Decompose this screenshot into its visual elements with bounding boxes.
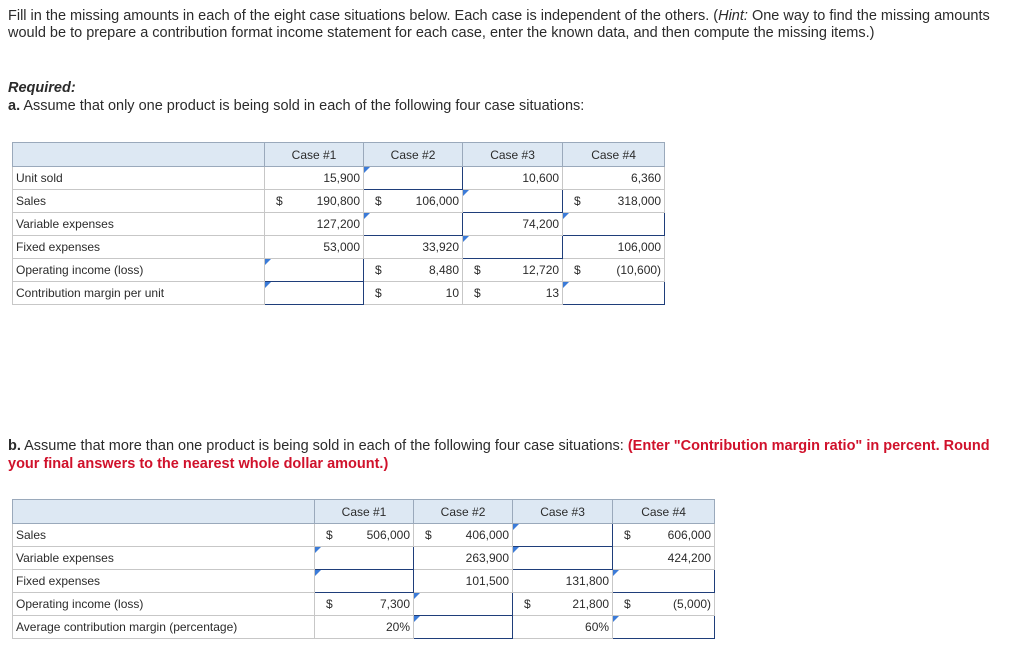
part-b-input-cell[interactable] [513,524,613,547]
part-a-currency-symbol [265,167,287,190]
part-a-value-cell: 15,900 [287,167,364,190]
instructions-text: Fill in the missing amounts in each of the eight case situations below. Each case is independent of the others. ( [8,8,719,24]
part-a-row-label: Contribution margin per unit [13,282,265,305]
part-b-currency-symbol: $ [613,524,635,547]
part-a-header-case-4: Case #4 [563,143,665,167]
part-b-letter: b. [8,438,21,454]
part-a-prompt [8,98,584,114]
part-b-value-cell: 424,200 [635,547,715,570]
part-a-header-row [13,143,665,167]
hint-text: One way to find the missing amounts would be to prepare a contribution format income statement for each case, enter the known data, and then compute the missing items.) [8,8,990,41]
part-a-currency-symbol: $ [364,259,386,282]
part-a-row-label: Operating income (loss) [13,259,265,282]
part-b-row-label: Operating income (loss) [13,593,315,616]
part-a-row-label: Unit sold [13,167,265,190]
part-a-value-cell: 53,000 [287,236,364,259]
part-b-currency-symbol: $ [315,593,337,616]
required-heading: Required: [8,80,76,96]
part-a-value-cell: (10,600) [585,259,665,282]
part-b-header-case-2: Case #2 [414,500,513,524]
part-b-text: Assume that more than one product is being sold in each of the following four case situations: [20,438,628,454]
part-b-header-case-3: Case #3 [513,500,613,524]
part-b-input-cell[interactable] [613,570,715,593]
part-a-currency-symbol [463,213,485,236]
part-b-input-cell[interactable] [414,616,513,639]
part-b-currency-symbol: $ [414,524,436,547]
part-a-value-cell: 127,200 [287,213,364,236]
part-b-value-cell: 131,800 [535,570,613,593]
part-b-input-cell[interactable] [315,547,414,570]
part-b-row-label: Average contribution margin (percentage) [13,616,315,639]
part-b-currency-symbol [613,547,635,570]
part-b-value-cell: (5,000) [635,593,715,616]
hint-label: Hint: [718,8,748,24]
part-a-currency-symbol: $ [563,190,585,213]
part-b-row-label: Variable expenses [13,547,315,570]
part-b-row-label: Fixed expenses [13,570,315,593]
part-a-currency-symbol: $ [364,282,386,305]
part-a-header-corner [13,143,265,167]
part-a-input-cell[interactable] [364,213,463,236]
part-b-instruction: (Enter "Contribution margin ratio" in percent. Round your final answers to the nearest whole dollar amount.) [8,438,990,472]
part-a-row-label: Sales [13,190,265,213]
part-a-row [13,167,665,190]
part-b-currency-symbol: $ [513,593,535,616]
part-b-value-cell: 101,500 [436,570,513,593]
part-a-input-cell[interactable] [563,213,665,236]
part-b-value-cell: 506,000 [337,524,414,547]
part-a-value-cell: 6,360 [585,167,665,190]
part-b-currency-symbol [414,547,436,570]
part-b-row [13,547,715,570]
part-a-value-cell: 106,000 [585,236,665,259]
part-b-value-cell: 263,900 [436,547,513,570]
part-a-input-cell[interactable] [265,282,364,305]
part-b-input-cell[interactable] [414,593,513,616]
part-b-value-cell: 60% [535,616,613,639]
part-b-value-cell: 406,000 [436,524,513,547]
part-a-value-cell: 10,600 [485,167,563,190]
part-a-input-cell[interactable] [563,282,665,305]
part-a-value-cell: 318,000 [585,190,665,213]
part-b-currency-symbol: $ [315,524,337,547]
part-a-value-cell: 10 [386,282,463,305]
part-a-currency-symbol: $ [463,259,485,282]
part-a-row [13,190,665,213]
part-a-input-cell[interactable] [364,167,463,190]
part-b-row [13,524,715,547]
part-a-currency-symbol: $ [364,190,386,213]
part-a-table [12,142,665,305]
part-b-value-cell: 7,300 [337,593,414,616]
part-a-input-cell[interactable] [463,190,563,213]
part-b-input-cell[interactable] [315,570,414,593]
part-b-header-corner [13,500,315,524]
part-a-value-cell: 13 [485,282,563,305]
part-b-currency-symbol [414,570,436,593]
part-b-input-cell[interactable] [513,547,613,570]
part-a-input-cell[interactable] [265,259,364,282]
part-a-header-case-2: Case #2 [364,143,463,167]
part-b-header-case-4: Case #4 [613,500,715,524]
part-a-letter: a. [8,98,21,114]
part-b-prompt [8,437,1008,473]
part-a-row-label: Variable expenses [13,213,265,236]
part-b-value-cell: 606,000 [635,524,715,547]
part-a-input-cell[interactable] [463,236,563,259]
part-a-currency-symbol: $ [463,282,485,305]
part-a-value-cell: 74,200 [485,213,563,236]
part-a-currency-symbol [463,167,485,190]
part-a-currency-symbol [265,213,287,236]
part-a-row [13,259,665,282]
part-a-value-cell: 33,920 [386,236,463,259]
part-b-header-case-1: Case #1 [315,500,414,524]
part-a-value-cell: 12,720 [485,259,563,282]
part-b-row-label: Sales [13,524,315,547]
part-b-header-row [13,500,715,524]
part-a-currency-symbol: $ [265,190,287,213]
part-a-value-cell: 190,800 [287,190,364,213]
part-a-value-cell: 106,000 [386,190,463,213]
part-b-currency-symbol [315,616,337,639]
part-a-row [13,213,665,236]
part-a-row [13,282,665,305]
part-a-currency-symbol [563,236,585,259]
part-b-value-cell: 21,800 [535,593,613,616]
part-a-row [13,236,665,259]
part-b-row [13,616,715,639]
part-a-text: Assume that only one product is being sold in each of the following four case situations: [20,98,585,114]
part-b-currency-symbol: $ [613,593,635,616]
part-a-header-case-3: Case #3 [463,143,563,167]
part-b-currency-symbol [513,570,535,593]
part-a-currency-symbol [563,167,585,190]
part-a-currency-symbol: $ [563,259,585,282]
instructions-paragraph [8,8,1008,42]
part-a-currency-symbol [364,236,386,259]
part-b-row [13,593,715,616]
part-b-currency-symbol [513,616,535,639]
part-a-value-cell: 8,480 [386,259,463,282]
part-b-table [12,499,715,639]
part-a-currency-symbol [265,236,287,259]
part-b-input-cell[interactable] [613,616,715,639]
part-b-value-cell: 20% [337,616,414,639]
part-a-header-case-1: Case #1 [265,143,364,167]
part-a-row-label: Fixed expenses [13,236,265,259]
part-b-row [13,570,715,593]
